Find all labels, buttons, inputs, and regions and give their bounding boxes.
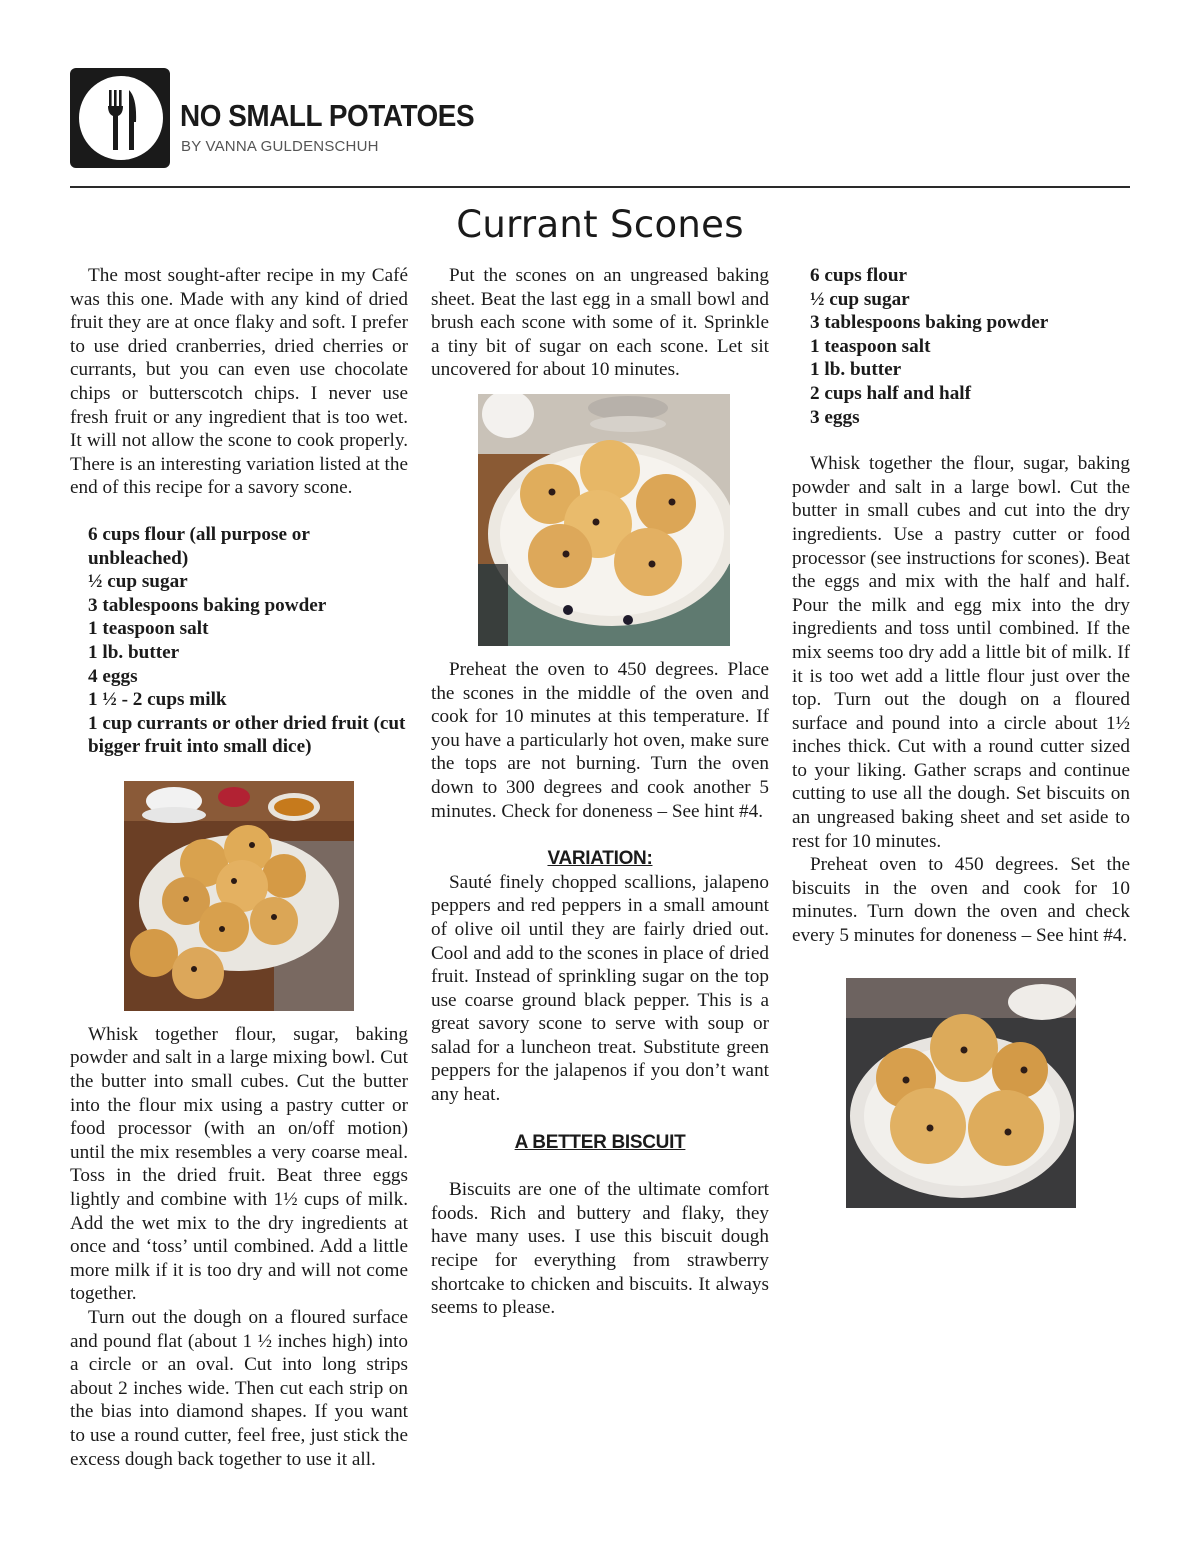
ingredient-item: 2 cups half and half <box>810 382 972 404</box>
scone-step-paragraph: Put the scones on an ungreased baking sheet. Beat the last egg in a small bowl and brush each scone with some of it. Sprinkle a tiny bit of sugar on each scone. Let sit uncovered for about 10 minutes. <box>431 265 769 381</box>
ingredient-item: 1 teaspoon salt <box>810 335 931 357</box>
scones-platter-photo <box>478 394 730 646</box>
ingredient-item: 3 tablespoons baking powder <box>810 312 1049 334</box>
ingredient-item: ½ cup sugar <box>810 288 910 310</box>
biscuit-step-paragraph: Preheat oven to 450 degrees. Set the biscuits in the oven and cook for 10 minutes. Turn down the oven and check every 5 minutes for doneness – See hint #4. <box>792 854 1130 947</box>
variation-paragraph: Sauté finely chopped scallions, jalapeno peppers and red peppers in a small amount of olive oil until they are fairly dried out. Cool and add to the scones in place of dried fruit. Instead of sprinkling sugar on the top use coarse ground black pepper. This is a great savory scone to serve with soup or salad for a luncheon treat. Substitute green peppers for the jalapenos if you don’t want any heat. <box>431 871 769 1106</box>
ingredient-item: 3 tablespoons baking powder <box>88 594 327 616</box>
scone-ingredient-list <box>70 523 408 759</box>
ingredient-item: 6 cups flour <box>810 265 908 286</box>
intro-paragraph: The most sought-after recipe in my Café was this one. Made with any kind of dried fruit they are at once flaky and soft. I prefer to use dried cranberries, dried cherries or currants, but you can even use chocolate chips or butterscotch chips. I never use fresh fruit or any ingredient that is too wet. It will not allow the scone to cook properly. There is an interesting variation listed at the end of this recipe for a savory scone. <box>70 265 408 499</box>
scone-step-paragraph: Whisk together flour, sugar, baking powder and salt in a large mixing bowl. Cut the butter into small cubes. Cut the butter into the flour mix using a pastry cutter or food processor (with an on/off motion) until the mix resembles a very coarse meal. Toss in the dried fruit. Beat three eggs lightly and combine with 1½ cups of milk. Add the wet mix to the dry ingredients at once and ‘toss’ until combined. Add a little more milk if it is too dry and will not come together. <box>70 1023 408 1305</box>
scone-step-paragraph: Turn out the dough on a floured surface and pound flat (about 1 ½ inches high) into a circle or an oval. Cut into long strips about 2 inches wide. Then cut each strip on the bias into diamond shapes. If you want to use a round cutter, feel free, just stick the excess dough back together to use it all. <box>70 1307 408 1470</box>
fork-knife-icon <box>79 76 163 160</box>
logo <box>70 68 170 168</box>
biscuit-ingredient-list <box>792 264 1130 429</box>
variation-heading: VARIATION: <box>547 848 653 870</box>
ingredient-item: 1 ½ - 2 cups milk <box>88 689 227 711</box>
scone-step-paragraph: Preheat the oven to 450 degrees. Place the scones in the middle of the oven and cook for 10 minutes at this temperature. If you have a particularly hot oven, make sure the tops are not burning. Turn the oven down to 300 degrees and cook another 5 minutes. Check for doneness – See hint #4. <box>431 658 769 822</box>
byline: BY VANNA GULDENSCHUH <box>181 138 379 155</box>
masthead <box>70 68 670 172</box>
ingredient-item: 4 eggs <box>88 665 138 687</box>
ingredient-item: 1 teaspoon salt <box>88 618 209 640</box>
biscuit-intro-paragraph: Biscuits are one of the ultimate comfort foods. Rich and buttery and flaky, they have many uses. I use this biscuit dough recipe for everything from strawberry shortcake to chicken and biscuits. It always seems to please. <box>431 1179 769 1319</box>
column-1 <box>70 264 408 1471</box>
ingredient-item: 6 cups flour (all purpose or unbleached) <box>88 523 310 569</box>
biscuit-step-paragraph: Whisk together the flour, sugar, baking powder and salt in a large bowl. Cut the butter in small cubes and cut into the dry ingredients. Use a pastry cutter or food processor (see instructions for scones). Beat the eggs and mix with the half and half. Pour the milk and egg mix into the dry ingredients and toss until combined. If the mix seems too dry add a little bit of milk. If it is too wet add a little flour just over the top. Turn out the dough on a floured surface and pound into a circle about 1½ inches thick. Cut with a round cutter sized to your liking. Gather scraps and continue cutting to use all the dough. Set biscuits on an ungreased baking sheet and set aside to rest for 10 minutes. <box>792 453 1130 852</box>
ingredient-item: ½ cup sugar <box>88 571 188 593</box>
ingredient-item: 1 lb. butter <box>810 359 902 381</box>
column-2 <box>431 264 769 1320</box>
header-rule <box>70 186 1130 188</box>
column-3 <box>792 264 1130 1208</box>
biscuit-heading: A BETTER BISCUIT <box>514 1131 686 1153</box>
biscuits-on-plate-photo <box>846 978 1076 1208</box>
ingredient-item: 3 eggs <box>810 406 860 428</box>
scones-on-plate-photo <box>124 781 354 1011</box>
ingredient-item: 1 lb. butter <box>88 641 180 663</box>
ingredient-item: 1 cup currants or other dried fruit (cut bigger fruit into small dice) <box>88 712 406 758</box>
brand-title: NO SMALL POTATOES <box>180 98 475 133</box>
article-title: Currant Scones <box>456 203 744 246</box>
